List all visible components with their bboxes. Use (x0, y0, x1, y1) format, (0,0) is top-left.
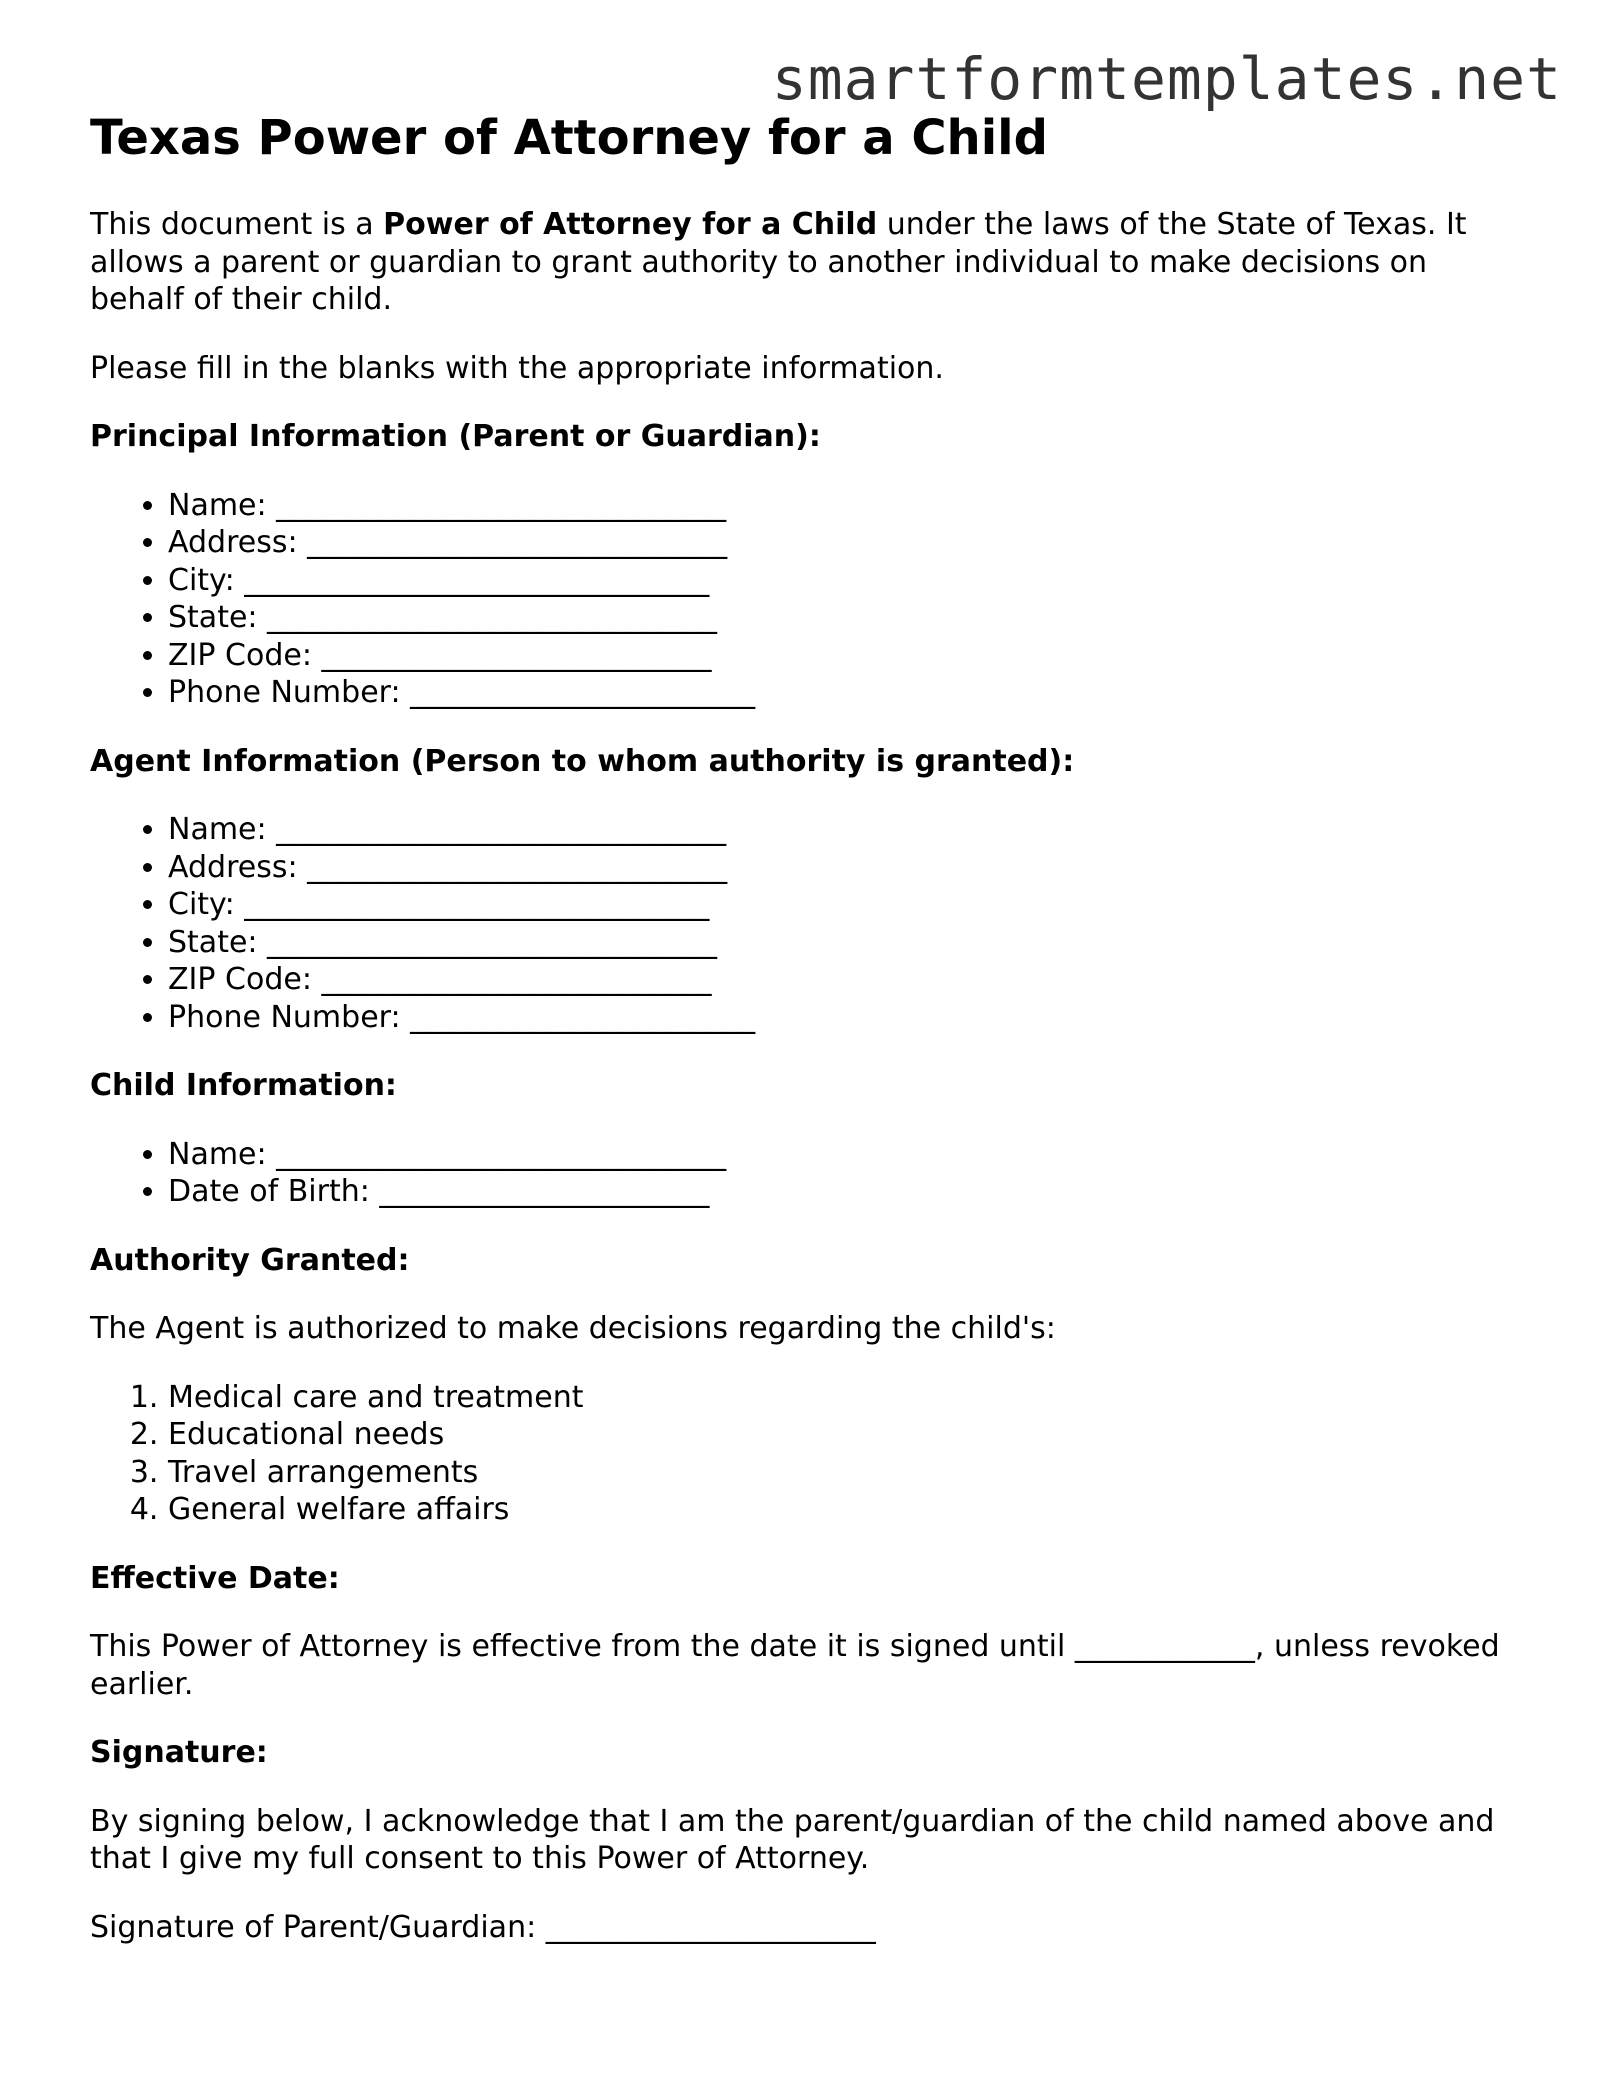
document-page (90, 110, 1530, 1977)
instructions: Please fill in the blanks with the appropriate information. (90, 350, 944, 386)
agent-address-field[interactable]: • Address: ____________________________ (168, 849, 1530, 887)
child-name-field[interactable]: • Name: ______________________________ (168, 1136, 1530, 1174)
authority-item: 2. Educational needs (168, 1416, 1530, 1454)
document-title: Texas Power of Attorney for a Child (90, 110, 1048, 166)
principal-city-field[interactable]: • City: _______________________________ (168, 562, 1530, 600)
principal-zip-field[interactable]: • ZIP Code: __________________________ (168, 637, 1530, 675)
intro-text-before: This document is a (90, 207, 384, 242)
principal-phone-field[interactable]: • Phone Number: _______________________ (168, 674, 1530, 712)
agent-heading: Agent Information (Person to whom authority is granted): (90, 743, 1075, 779)
effective-text[interactable]: This Power of Attorney is effective from the date it is signed until ____________, unless revoked earlier. (90, 1629, 1500, 1702)
signature-line[interactable]: Signature of Parent/Guardian: ______________________ (90, 1909, 876, 1945)
principal-state-field[interactable]: • State: ______________________________ (168, 599, 1530, 637)
signature-text: By signing below, I acknowledge that I am the parent/guardian of the child named above and that I give my full consent to this Power of Attorney. (90, 1803, 1495, 1876)
principal-name-field[interactable]: • Name: ______________________________ (168, 487, 1530, 525)
intro-paragraph (90, 206, 1530, 319)
agent-state-field[interactable]: • State: ______________________________ (168, 924, 1530, 962)
authority-intro: The Agent is authorized to make decisions regarding the child's: (90, 1311, 1056, 1346)
child-heading: Child Information: (90, 1068, 397, 1103)
child-fields-list (90, 1136, 1530, 1211)
site-watermark: smartformtemplates.net (771, 45, 1562, 113)
principal-fields-list (90, 487, 1530, 712)
authority-item: 3. Travel arrangements (168, 1454, 1530, 1492)
intro-text-after: under the laws of the State of Texas. It allows a parent or guardian to grant authority to another individual to make decisions on behalf of their child. (90, 207, 1467, 317)
authority-heading: Authority Granted: (90, 1242, 410, 1278)
agent-fields-list (90, 811, 1530, 1036)
authority-item: 1. Medical care and treatment (168, 1379, 1530, 1417)
authority-list (90, 1379, 1530, 1529)
effective-heading: Effective Date: (90, 1560, 340, 1596)
agent-phone-field[interactable]: • Phone Number: _______________________ (168, 999, 1530, 1037)
principal-heading: Principal Information (Parent or Guardian): (90, 419, 821, 454)
agent-name-field[interactable]: • Name: ______________________________ (168, 811, 1530, 849)
agent-zip-field[interactable]: • ZIP Code: __________________________ (168, 961, 1530, 999)
agent-city-field[interactable]: • City: _______________________________ (168, 886, 1530, 924)
signature-heading: Signature: (90, 1735, 268, 1770)
intro-bold-term: Power of Attorney for a Child (383, 207, 878, 242)
principal-address-field[interactable]: • Address: ____________________________ (168, 524, 1530, 562)
authority-item: 4. General welfare affairs (168, 1491, 1530, 1529)
child-dob-field[interactable]: • Date of Birth: ______________________ (168, 1173, 1530, 1211)
